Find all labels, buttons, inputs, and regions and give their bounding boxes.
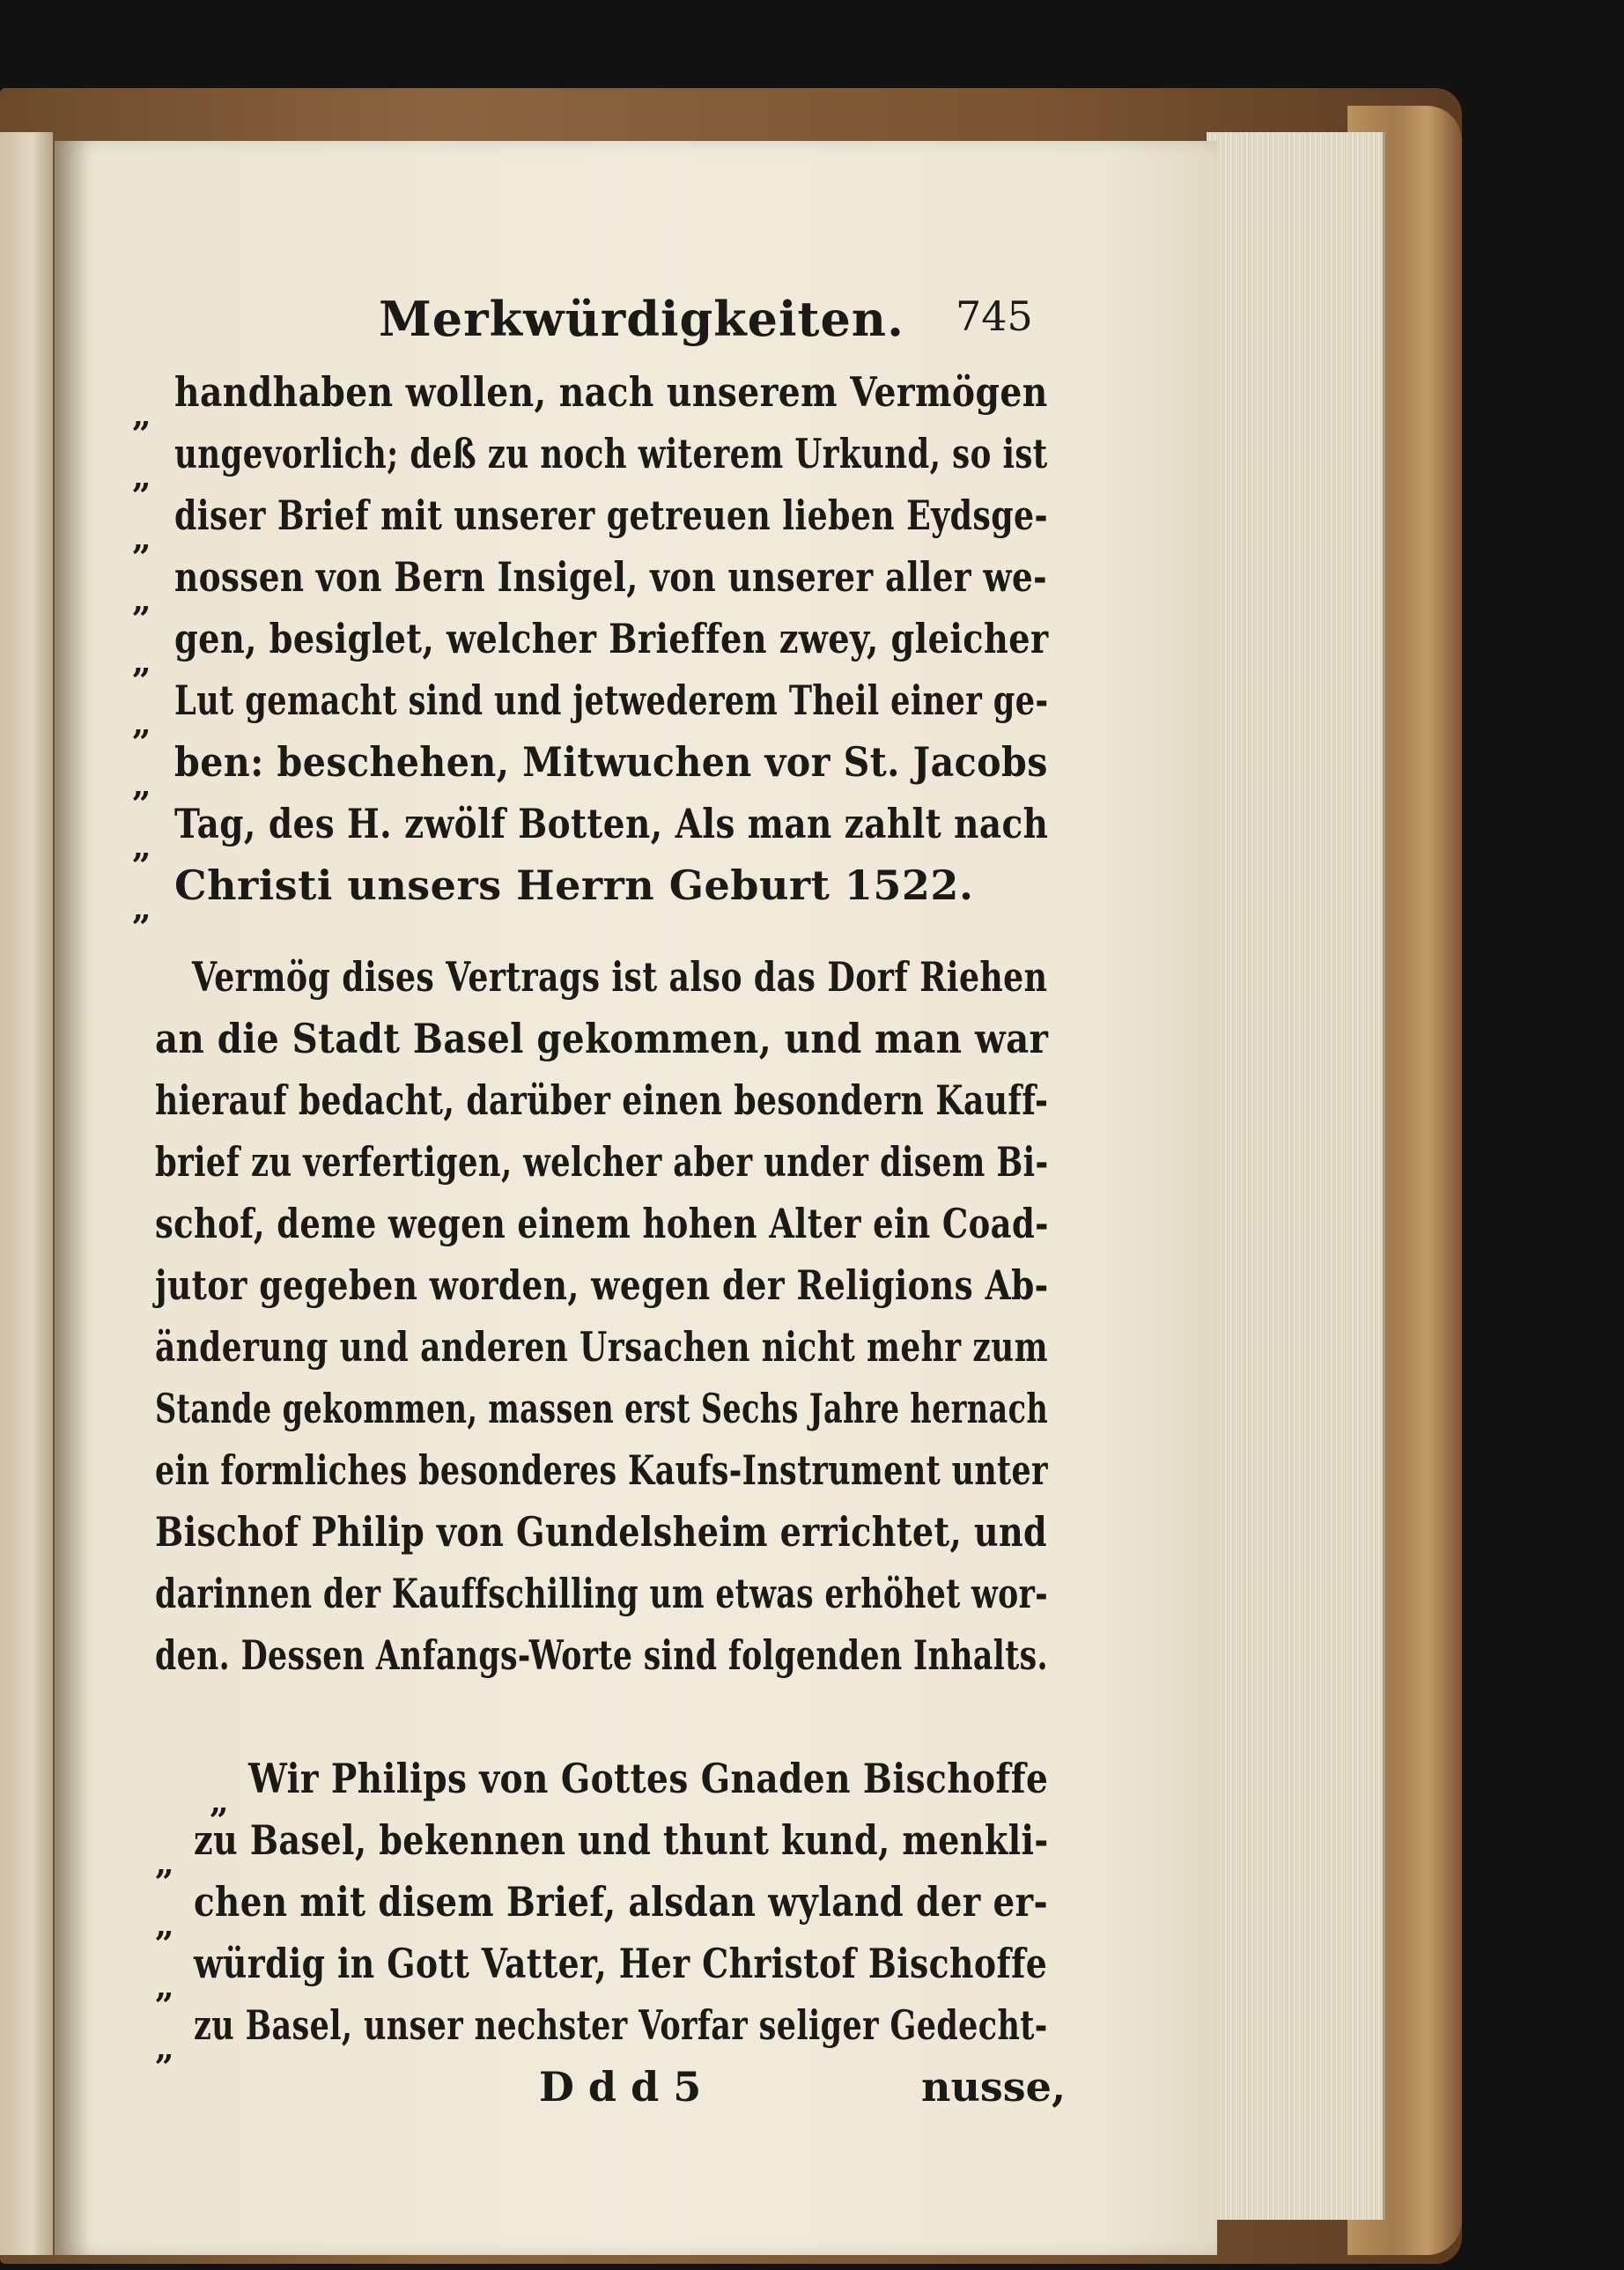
quote-mark: „: [155, 1904, 174, 1944]
paragraph-line: darinnen der Kauffschilling um etwas erhöhet wor-: [155, 1570, 1048, 1617]
paragraph-line: schof, deme wegen einem hohen Alter ein Coad-: [155, 1200, 1049, 1247]
quote-mark: „: [132, 765, 151, 804]
paragraph-line: Stande gekommen, massen erst Sechs Jahre hernach: [155, 1385, 1049, 1432]
quote2-line: zu Basel, unser nechster Vorfar seliger Gedecht-: [194, 2001, 1048, 2049]
quote-mark: „: [132, 456, 151, 496]
quote1-line: nossen von Bern Insigel, von unserer aller we-: [174, 553, 1048, 601]
paragraph-line: hierauf bedacht, darüber einen besondern Kauff-: [155, 1076, 1049, 1124]
quote-mark: „: [132, 641, 151, 681]
quote1-line: ungevorlich; deß zu noch witerem Urkund, so ist: [174, 430, 1048, 477]
paragraph-line: ein formliches besonderes Kaufs-Instrument unter: [155, 1446, 1048, 1494]
quote2-line: zu Basel, bekennen und thunt kund, menkli-: [194, 1816, 1049, 1864]
quote-mark: „: [132, 518, 151, 558]
quote-mark: „: [132, 580, 151, 619]
paragraph-line: änderung und anderen Ursachen nicht mehr zum: [155, 1323, 1049, 1371]
paragraph-line: Vermög dises Vertrags ist also das Dorf Riehen: [192, 953, 1048, 1001]
quote-mark: „: [132, 888, 151, 928]
page-stack-edges: [1207, 132, 1385, 2220]
paragraph-line: jutor gegeben worden, wegen der Religions Ab-: [155, 1261, 1049, 1309]
quote-mark: „: [210, 1781, 229, 1821]
signature-mark: D d d 5: [539, 2063, 702, 2111]
quote-mark: „: [132, 826, 151, 866]
quote2-line: würdig in Gott Vatter, Her Christof Bischoffe: [194, 1940, 1048, 1987]
left-page-edge: [0, 132, 53, 2255]
paragraph-line: an die Stadt Basel gekommen, und man war: [155, 1015, 1049, 1062]
running-head-title: Merkwürdigkeiten.: [379, 291, 904, 347]
page-number: 745: [956, 292, 1033, 340]
quote1-line: diser Brief mit unserer getreuen lieben Eydsge-: [174, 492, 1048, 539]
paragraph-line: den. Dessen Anfangs-Worte sind folgenden Inhalts.: [155, 1631, 1048, 1679]
quote1-line: Tag, des H. zwölf Botten, Als man zahlt nach: [174, 800, 1049, 847]
quote2-line: Wir Philips von Gottes Gnaden Bischoffe: [248, 1755, 1049, 1802]
quote1-line: handhaben wollen, nach unserem Vermögen: [174, 368, 1048, 416]
quote-mark: „: [132, 703, 151, 743]
gutter-shadow: [55, 141, 90, 2255]
quote1-line: ben: beschehen, Mitwuchen vor St. Jacobs: [174, 738, 1048, 786]
quote2-line: chen mit disem Brief, alsdan wyland der er-: [194, 1878, 1049, 1926]
paragraph-line: brief zu verfertigen, welcher aber under disem Bi-: [155, 1138, 1049, 1186]
quote1-line: gen, besiglet, welcher Brieffen zwey, gleicher: [174, 615, 1049, 662]
quote1-line: Christi unsers Herrn Geburt 1522.: [174, 861, 974, 909]
paragraph-line: Bischof Philip von Gundelsheim errichtet, und: [155, 1508, 1048, 1556]
quote1-line: Lut gemacht sind und jetwederem Theil einer ge-: [174, 677, 1049, 724]
quote-mark: „: [132, 395, 151, 434]
catchword: nusse,: [921, 2063, 1066, 2111]
quote-mark: „: [155, 2028, 174, 2067]
quote-mark: „: [155, 1966, 174, 2006]
quote-mark: „: [155, 1843, 174, 1882]
